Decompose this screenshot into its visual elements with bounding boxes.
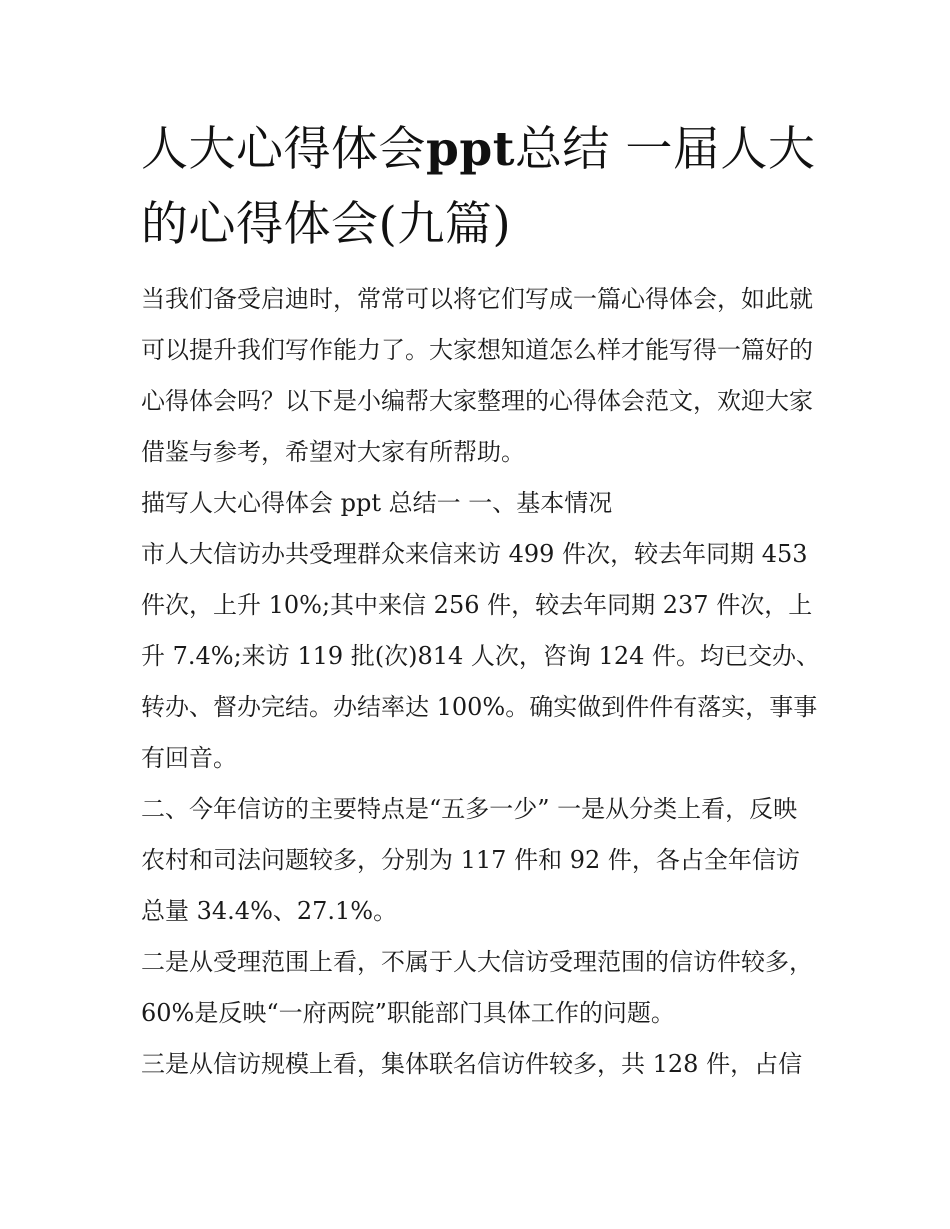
title-part-2: 总结 一届人大的心得体会(九篇): [141, 122, 816, 252]
scope-paragraph: 二是从受理范围上看，不属于人大信访受理范围的信访件较多，60%是反映“一府两院”职能部门具体工作的问题。: [141, 948, 813, 1027]
basic-situation-paragraph: 市人大信访办共受理群众来信来访 499 件次，较去年同期 453 件次，上升 10%;其中来信 256 件，较去年同期 237 件次，上升 7.4%;来访 119 批(次)814 人次，咨询 124 件。均已交办、转办、督办完结。办结率达 100%。确实做到件件有落实，事事有回音。: [141, 540, 820, 772]
document-title: [141, 112, 821, 262]
document-body: [141, 274, 821, 1090]
intro-paragraph: 当我们备受启迪时，常常可以将它们写成一篇心得体会，如此就可以提升我们写作能力了。大家想知道怎么样才能写得一篇好的心得体会吗？以下是小编帮大家整理的心得体会范文，欢迎大家借鉴与参考，希望对大家有所帮助。: [141, 285, 813, 466]
section-heading: 描写人大心得体会 ppt 总结一 一、基本情况: [141, 489, 613, 517]
document-page: [141, 112, 821, 1090]
features-paragraph: 二、今年信访的主要特点是“五多一少” 一是从分类上看，反映农村和司法问题较多，分别为 117 件和 92 件，各占全年信访总量 34.4%、27.1%。: [141, 795, 800, 925]
scale-paragraph: 三是从信访规模上看，集体联名信访件较多，共 128 件，占信: [141, 1050, 803, 1078]
title-part-1: 人大心得体会: [141, 122, 426, 177]
title-latin-word: ppt: [426, 122, 515, 177]
